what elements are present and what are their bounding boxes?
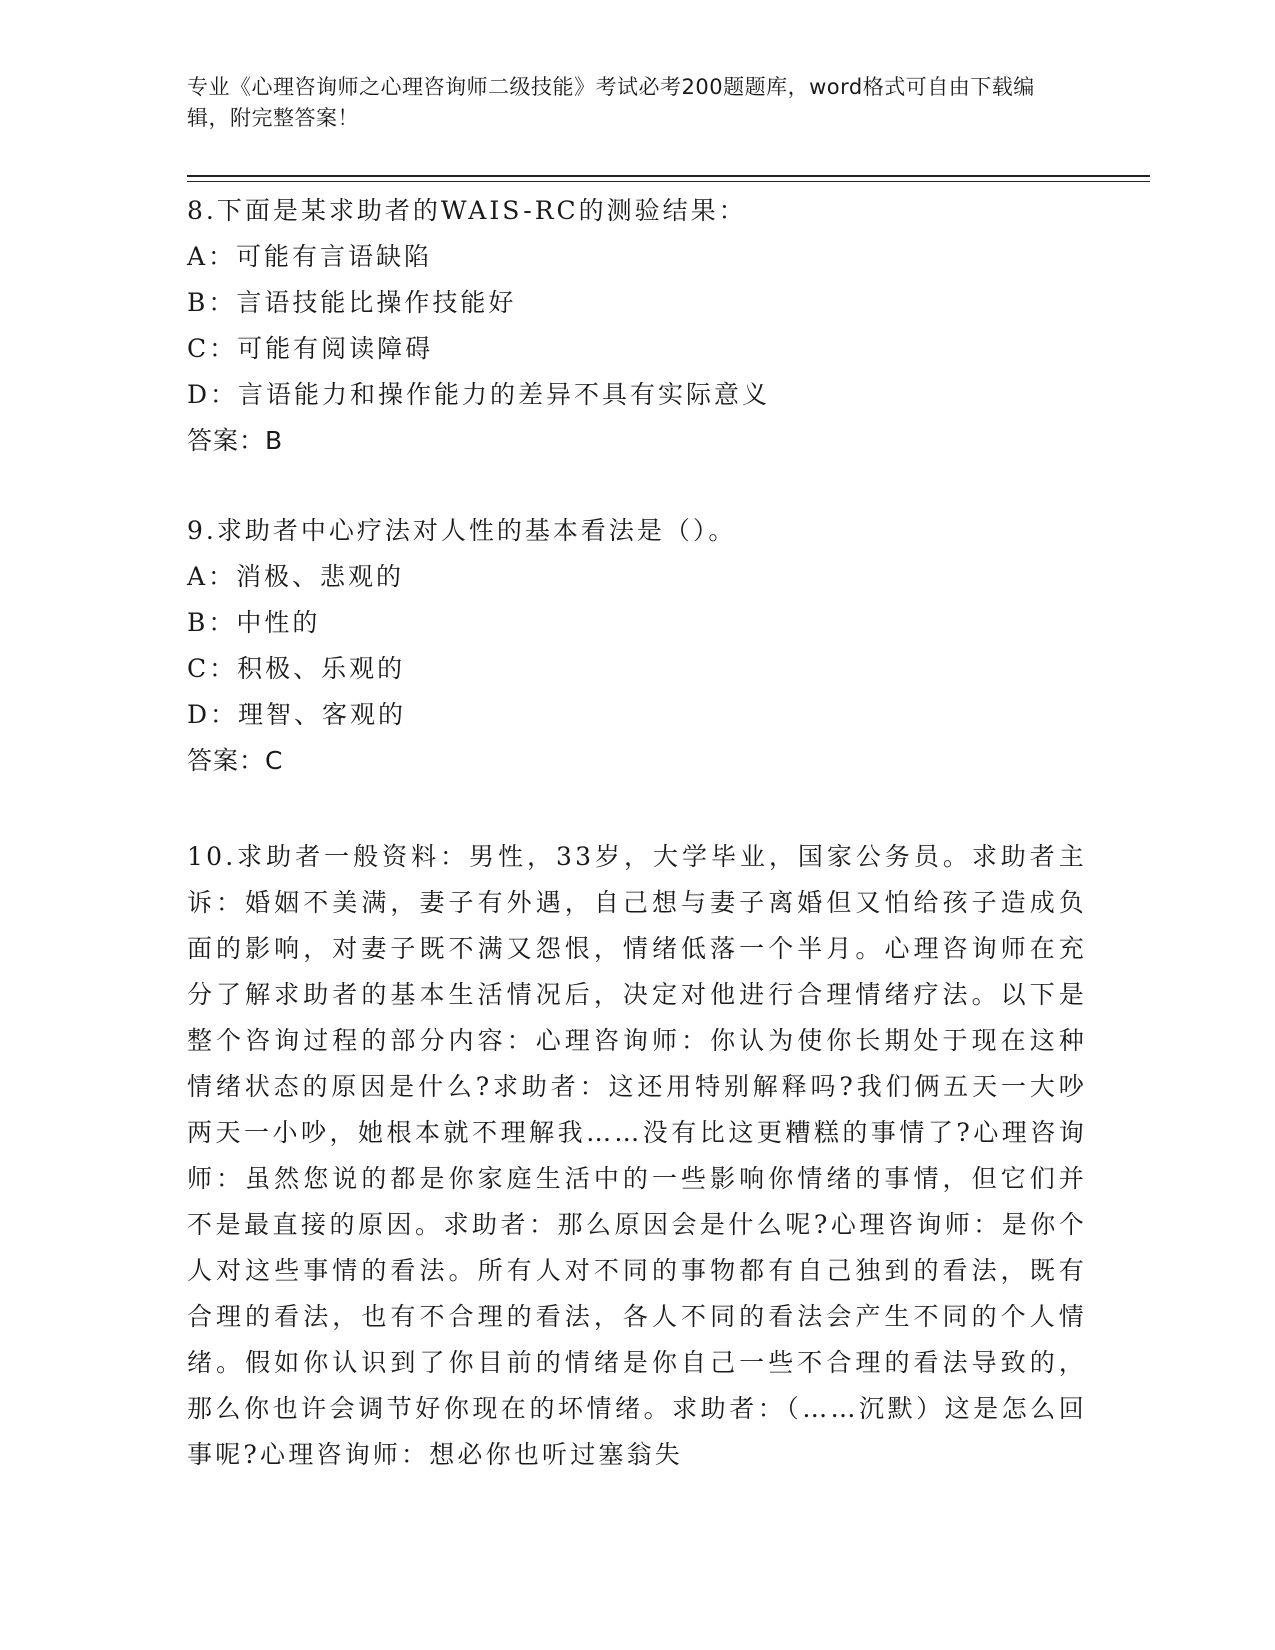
option-a: A：消极、悲观的 bbox=[187, 562, 405, 591]
document-header bbox=[187, 72, 1067, 134]
question-9 bbox=[187, 508, 1087, 784]
answer-line: 答案：B bbox=[187, 426, 284, 455]
option-b: B：言语技能比操作技能好 bbox=[187, 288, 517, 317]
option-d: D：言语能力和操作能力的差异不具有实际意义 bbox=[187, 380, 771, 409]
option-c: C：积极、乐观的 bbox=[187, 654, 406, 683]
spacer bbox=[187, 464, 1087, 508]
question-10: 10.求助者一般资料：男性，33岁，大学毕业，国家公务员。求助者主诉：婚姻不美满，妻子有外遇，自己想与妻子离婚但又怕给孩子造成负面的影响，对妻子既不满又怨恨，情绪低落一个半月。心理咨询师在充分了解求助者的基本生活情况后，决定对他进行合理情绪疗法。以下是整个咨询过程的部分内容：心理咨询师：你认为使你长期处于现在这种情绪状态的原因是什么?求助者：这还用特别解释吗?我们俩五天一大吵两天一小吵，她根本就不理解我……没有比这更糟糕的事情了?心理咨询师：虽然您说的都是你家庭生活中的一些影响你情绪的事情，但它们并不是最直接的原因。求助者：那么原因会是什么呢?心理咨询师：是你个人对这些事情的看法。所有人对不同的事物都有自己独到的看法，既有合理的看法，也有不合理的看法，各人不同的看法会产生不同的个人情绪。假如你认识到了你目前的情绪是你自己一些不合理的看法导致的，那么你也许会调节好你现在的坏情绪。求助者：（……沉默）这是怎么回事呢?心理咨询师：想必你也听过塞翁失 bbox=[187, 842, 1087, 1469]
header-divider-thin bbox=[187, 181, 1150, 182]
question-8 bbox=[187, 188, 1087, 464]
option-c: C：可能有阅读障碍 bbox=[187, 334, 434, 363]
document-body bbox=[187, 188, 1087, 1478]
header-divider-thick bbox=[187, 175, 1150, 177]
answer-line: 答案：C bbox=[187, 746, 284, 775]
spacer bbox=[187, 784, 1087, 834]
question-stem: 9.求助者中心疗法对人性的基本看法是（）。 bbox=[187, 516, 737, 545]
option-a: A：可能有言语缺陷 bbox=[187, 242, 433, 271]
header-text: 专业《心理咨询师之心理咨询师二级技能》考试必考200题题库，word格式可自由下载编辑，附完整答案！ bbox=[187, 75, 1035, 130]
option-b: B：中性的 bbox=[187, 608, 321, 637]
question-stem: 8.下面是某求助者的WAIS-RC的测验结果： bbox=[187, 196, 747, 225]
option-d: D：理智、客观的 bbox=[187, 700, 407, 729]
